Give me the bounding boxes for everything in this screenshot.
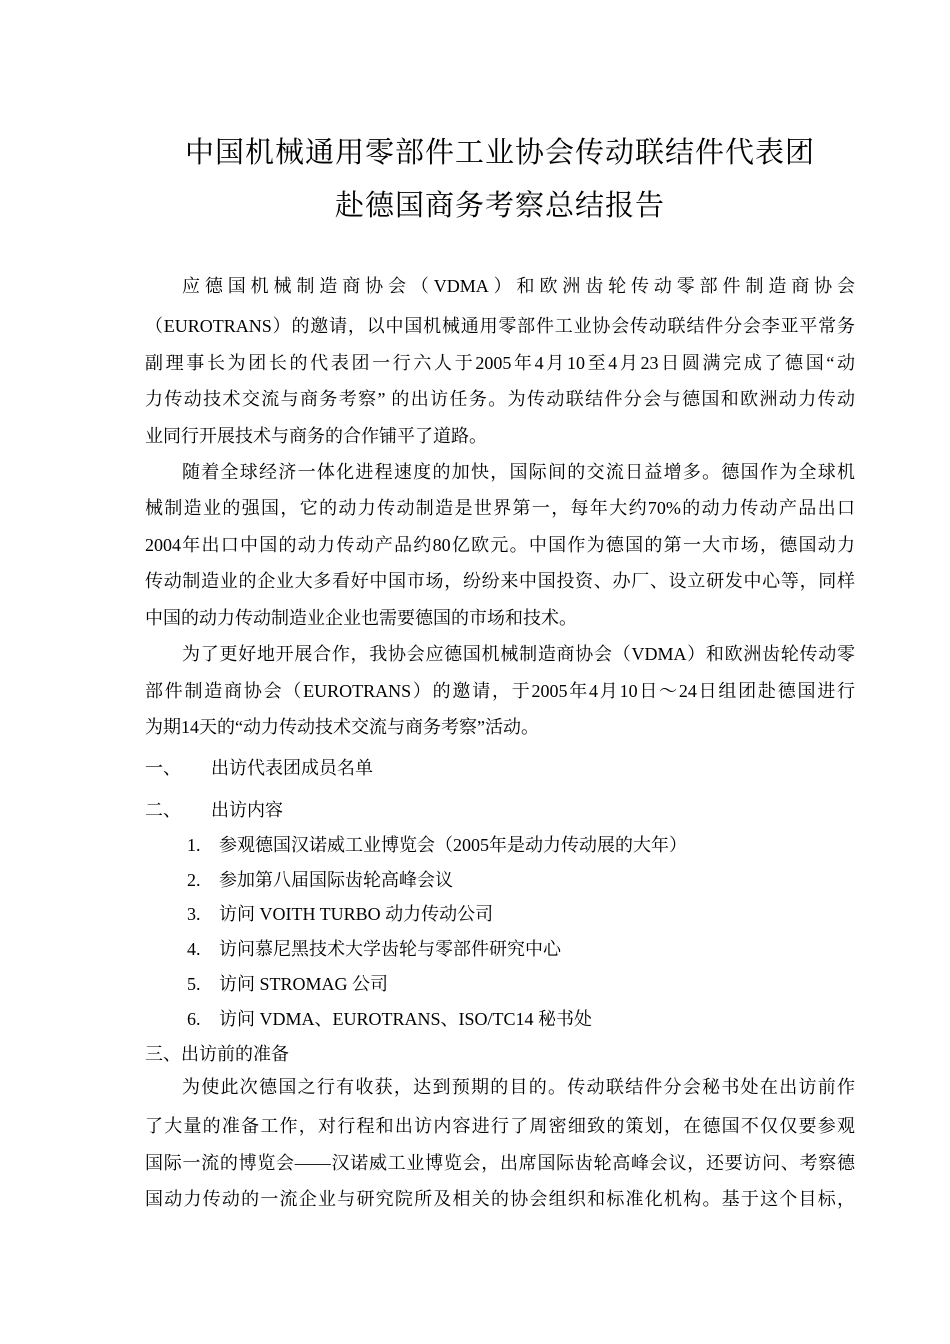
paragraph-1-line: （EUROTRANS）的邀请，以中国机械通用零部件工业协会传动联结件分会李亚平常务 xyxy=(145,316,855,336)
paragraph-4-line: 国际一流的博览会——汉诺威工业博览会，出席国际齿轮高峰会议，还要访问、考察德 xyxy=(145,1153,855,1173)
section-heading-2 xyxy=(145,798,855,822)
list-item xyxy=(187,868,855,892)
list-item xyxy=(187,937,855,961)
list-item-number: 3. xyxy=(187,904,201,924)
section-heading-1 xyxy=(145,756,855,780)
paragraph-2-line: 械制造业的强国，它的动力传动制造是世界第一，每年大约70%的动力传动产品出口 xyxy=(145,498,855,518)
section-number: 二、 xyxy=(145,800,181,820)
paragraph-3-line: 为了更好地开展合作，我协会应德国机械制造商协会（VDMA）和欧洲齿轮传动零 xyxy=(182,644,855,664)
list-item-number: 5. xyxy=(187,974,201,994)
paragraph-4-line: 为使此次德国之行有收获，达到预期的目的。传动联结件分会秘书处在出访前作 xyxy=(182,1077,855,1097)
paragraph-1-line: 应德国机械制造商协会（VDMA）和欧洲齿轮传动零部件制造商协会 xyxy=(182,276,855,296)
list-item-text: 访问慕尼黑技术大学齿轮与零部件研究中心 xyxy=(219,939,561,959)
section-number: 一、 xyxy=(145,758,181,778)
paragraph-1-line: 力传动技术交流与商务考察” 的出访任务。为传动联结件分会与德国和欧洲动力传动 xyxy=(145,389,855,409)
paragraph-1-line: 业同行开展技术与商务的合作铺平了道路。 xyxy=(145,426,487,446)
list-item-text: 访问 VDMA、EUROTRANS、ISO/TC14 秘书处 xyxy=(219,1009,593,1029)
section-title: 出访内容 xyxy=(211,800,283,820)
section-heading-3: 三、出访前的准备 xyxy=(145,1044,289,1064)
list-item xyxy=(187,1007,855,1031)
list-item xyxy=(187,833,855,857)
list-item xyxy=(187,972,855,996)
list-item xyxy=(187,902,855,926)
list-item-number: 1. xyxy=(187,835,201,855)
list-item-text: 参观德国汉诺威工业博览会（2005年是动力传动展的大年） xyxy=(219,835,687,855)
paragraph-2-line: 中国的动力传动制造业企业也需要德国的市场和技术。 xyxy=(145,608,577,628)
paragraph-4-line: 了大量的准备工作，对行程和出访内容进行了周密细致的策划，在德国不仅仅要参观 xyxy=(145,1116,855,1136)
title-line-2: 赴德国商务考察总结报告 xyxy=(334,190,665,222)
section-title: 出访代表团成员名单 xyxy=(211,758,373,778)
paragraph-4-line: 国动力传动的一流企业与研究院所及相关的协会组织和标准化机构。基于这个目标， xyxy=(145,1189,855,1209)
list-item-text: 访问 VOITH TURBO 动力传动公司 xyxy=(219,904,494,924)
list-item-text: 参加第八届国际齿轮高峰会议 xyxy=(219,870,453,890)
paragraph-1-line: 副理事长为团长的代表团一行六人于2005年4月10至4月23日圆满完成了德国“动 xyxy=(145,353,855,373)
list-item-number: 6. xyxy=(187,1009,201,1029)
list-item-number: 4. xyxy=(187,939,201,959)
paragraph-3-line: 为期14天的“动力传动技术交流与商务考察”活动。 xyxy=(145,717,539,737)
paragraph-2-line: 随着全球经济一体化进程速度的加快，国际间的交流日益增多。德国作为全球机 xyxy=(182,462,855,482)
title-line-1: 中国机械通用零部件工业协会传动联结件代表团 xyxy=(184,137,815,169)
paragraph-2-line: 传动制造业的企业大多看好中国市场，纷纷来中国投资、办厂、设立研发中心等，同样 xyxy=(145,571,855,591)
list-item-text: 访问 STROMAG 公司 xyxy=(219,974,389,994)
paragraph-2-line: 2004年出口中国的动力传动产品约80亿欧元。中国作为德国的第一大市场，德国动力 xyxy=(145,535,855,555)
list-item-number: 2. xyxy=(187,870,201,890)
paragraph-3-line: 部件制造商协会（EUROTRANS）的邀请，于2005年4月10日～24日组团赴德国进行 xyxy=(145,681,855,701)
